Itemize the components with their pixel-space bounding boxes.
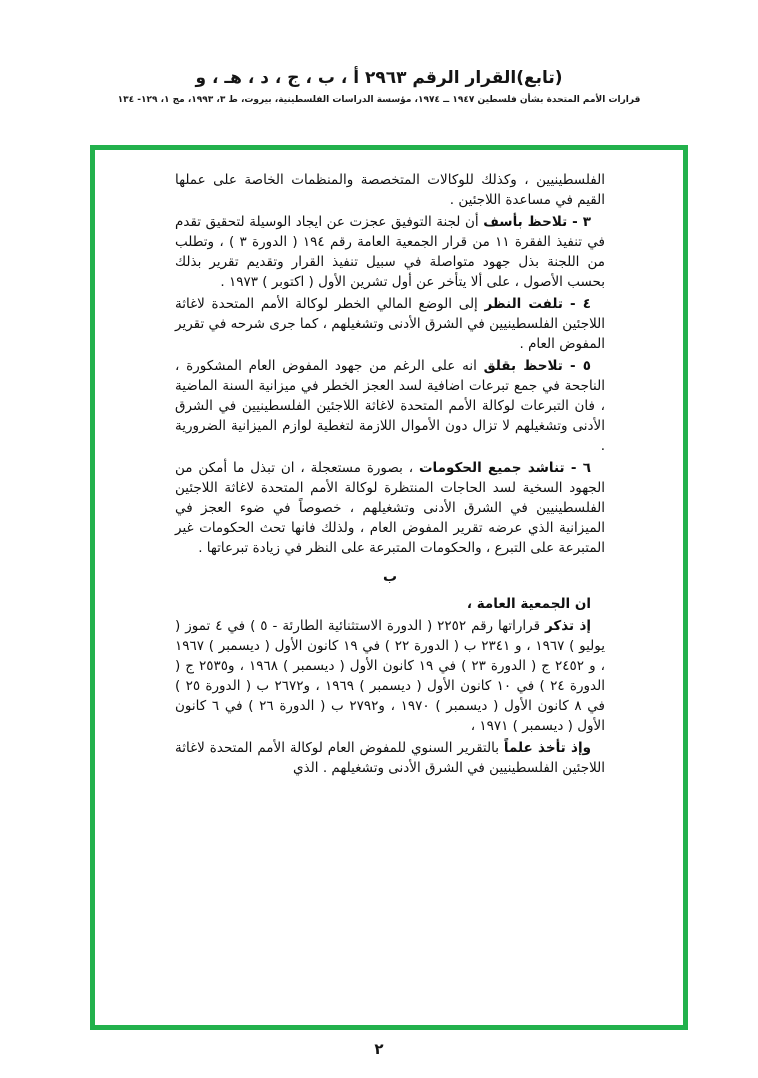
paragraph-text: انه على الرغم من جهود المفوض العام المشكورة ، الناجحة في جمع تبرعات اضافية لسد العجز الخطر في ميزانية السنة الماضية ، فان التبرعات لوكالة الأمم المتحدة لاغاثة اللاجئين الفلسطينيين في الشرق الأدنى وتشغيلهم لا تزال دون الأموال اللازمة لتغطية لوازم الميزانية الضرورية . <box>175 358 605 454</box>
paragraph-clause-6 <box>175 458 605 558</box>
paragraph-text: إلى الوضع المالي الخطر لوكالة الأمم المتحدة لاغاثة اللاجئين الفلسطينيين في الشرق الأدنى وتشغيلهم ، كما جرى شرحه في تقرير المفوض العام . <box>175 296 605 352</box>
document-header <box>0 68 758 105</box>
page-number: ٢ <box>374 1040 384 1058</box>
paragraph-clause-3 <box>175 212 605 292</box>
paragraph-lead: ٣ - تلاحظ بأسف <box>483 214 591 230</box>
paragraph-taking-note <box>175 738 605 778</box>
paragraph-text: أن لجنة التوفيق عجزت عن ايجاد الوسيلة لتحقيق تقدم في تنفيذ الفقرة ١١ من قرار الجمعية العامة رقم ١٩٤ ( الدورة ٣ ) ، وتطلب من اللجنة بذل جهود متواصلة في سبيل تنفيذ القرار وتقديم تقرير بذلك بحسب الأصول ، على ألا يتأخر عن أول تشرين الأول ( اكتوبر ) ١٩٧٣ . <box>175 214 605 290</box>
paragraph-text: قراراتها رقم ٢٢٥٢ ( الدورة الاستثنائية الطارئة - ٥ ) في ٤ تموز ( يوليو ) ١٩٦٧ ، و ٢٣٤١ ب ( الدورة ٢٢ ) في ١٩ كانون الأول ( ديسمبر ) ١٩٦٧ ، و ٢٤٥٢ ج ( الدورة ٢٣ ) في ١٩ كانون الأول ( ديسمبر ) ١٩٦٨ ، و٢٥٣٥ ج ( الدورة ٢٤ ) في ١٠ كانون الأول ( ديسمبر ) ١٩٦٩ ، و٢٦٧٢ ب ( الدورة ٢٥ ) في ٨ كانون الأول ( ديسمبر ) ١٩٧٠ ، و٢٧٩٢ ب ( الدورة ٢٦ ) في ٦ كانون الأول ( ديسمبر ) ١٩٧١ ، <box>175 618 606 734</box>
paragraph-lead: ٤ - تلفت النظر <box>484 296 592 312</box>
body-text <box>175 170 605 778</box>
paragraph-lead: ٦ - تناشد جميع الحكومات <box>418 460 591 476</box>
section-intro: ان الجمعية العامة ، <box>466 596 591 612</box>
section-heading-b: ب <box>382 569 398 585</box>
paragraph-text: ، بصورة مستعجلة ، ان تبذل ما أمكن من الجهود السخية لسد الحاجات المنتظرة لوكالة الأمم المتحدة لاغاثة اللاجئين الفلسطينيين في الشرق الأدنى وتشغيلهم ، خصوصاً في ضوء العجز في الميزانية الذي عرضه تقرير المفوض العام ، ولذلك فانها تحث الحكومات غير المتبرعة على التبرع ، والحكومات المتبرعة على النظر في زيادة تبرعاتها . <box>175 460 605 556</box>
paragraph-lead: وإذ تأخذ علماً <box>503 740 591 756</box>
paragraph-clause-4 <box>175 294 605 354</box>
paragraph-clause-5 <box>175 356 605 456</box>
paragraph-continuation <box>175 170 605 210</box>
paragraph-text: الفلسطينيين ، وكذلك للوكالات المتخصصة والمنظمات الخاصة على عملها القيم في مساعدة اللاجئين . <box>175 172 605 208</box>
paragraph-lead: ٥ - تلاحظ بقلق <box>483 358 591 374</box>
paragraph-lead: إذ تذكر <box>544 618 592 634</box>
source-citation: قرارات الأمم المتحدة بشأن فلسطين ١٩٤٧ ــ ١٩٧٤، مؤسسة الدراسات الفلسطينية، بيروت، ط ٣، ١٩٩٣، مج ١، ١٢٩- ١٣٤ <box>117 95 641 105</box>
paragraph-text: بالتقرير السنوي للمفوض العام لوكالة الأمم المتحدة لاغاثة اللاجئين الفلسطينيين في الشرق الأدنى وتشغيلهم . الذي <box>175 740 605 776</box>
green-border-frame <box>90 145 688 1030</box>
paragraph-recalling <box>175 616 605 736</box>
resolution-title: (تابع)القرار الرقم ٢٩٦٣ أ ، ب ، ج ، د ، هـ ، و <box>195 68 563 88</box>
